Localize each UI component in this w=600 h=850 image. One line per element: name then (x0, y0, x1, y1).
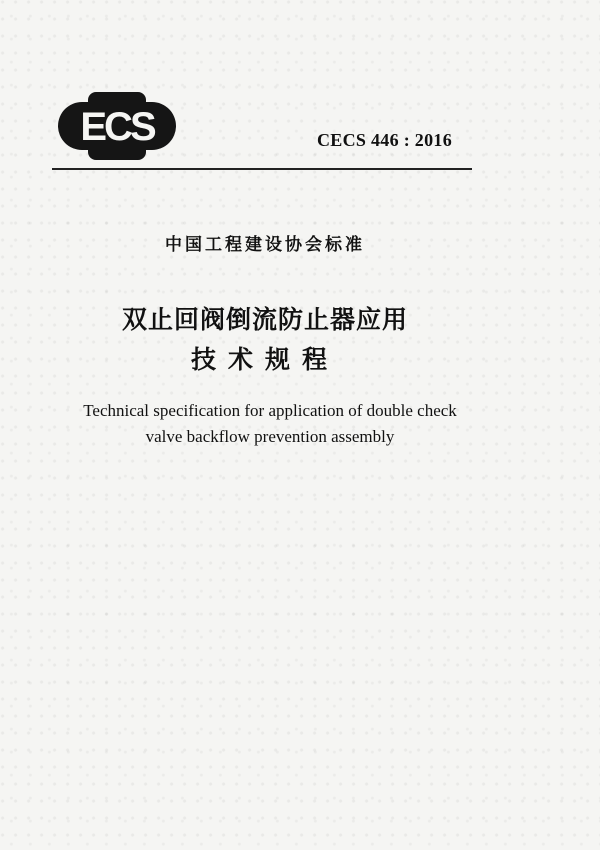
chinese-title-line1: 双止回阀倒流防止器应用 (121, 305, 408, 334)
logo-text: ECS (80, 105, 154, 149)
ecs-logo (58, 92, 178, 160)
english-title (0, 398, 600, 450)
english-title-line1: Technical specification for application of double check (83, 401, 457, 420)
association-name: 中国工程建设协会标准 (165, 235, 365, 255)
chinese-title-line2: 技术规程 (190, 345, 339, 374)
chinese-title (0, 300, 600, 380)
english-title-line2: valve backflow prevention assembly (145, 427, 395, 446)
header-rule (52, 168, 472, 170)
standard-number: CECS 446 : 2016 (316, 130, 452, 150)
